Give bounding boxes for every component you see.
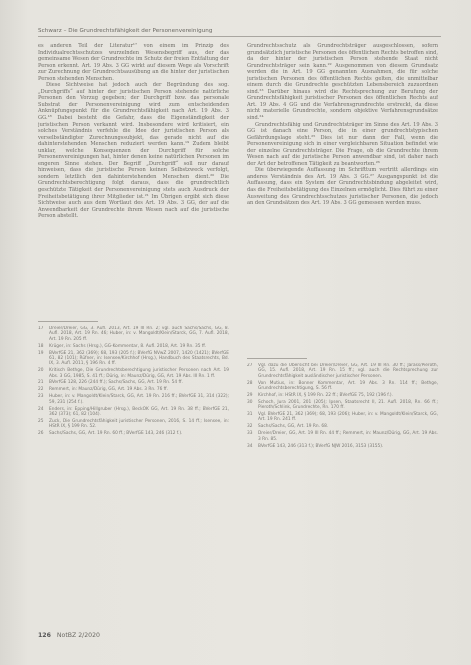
footnote-text: Huber, in: v. Mangoldt/Klein/Starck, GG, Art. 19 Rn. 216 ff.; BVerfGE 31, 314 (322); 59, 231 (254 f.). — [49, 394, 229, 405]
page-footer — [38, 632, 100, 639]
footnote-number: 27 — [247, 363, 253, 368]
footnote — [38, 419, 229, 430]
footnote-text: Kirchhof, in: HStR IX, § 199 Rn. 22 ff.; BVerfGE 75, 192 (196 f.). — [258, 392, 393, 398]
footnote — [38, 326, 229, 342]
footnote-number: 21 — [38, 380, 44, 386]
footnote-number: 25 — [38, 418, 44, 424]
footnote-number: 26 — [38, 431, 44, 437]
header-rule — [38, 36, 441, 37]
footnote — [38, 344, 229, 349]
footnote — [38, 431, 229, 436]
footnote-text: Dreier/Dreier, GG, 3. Aufl. 2013, Art. 19 III Rn. 2; vgl. auch Sachs/Sachs, GG, 8. Aufl. 2018, Art. 19 Rn. 46; Huber, in: v. Mangoldt/Klein/Starck, GG, 7. Aufl. 2018, Art. 19 Rn. 205 ff. — [49, 326, 229, 342]
footnote-number: 28 — [247, 380, 253, 386]
footnote — [38, 387, 229, 392]
footnote-text: Zuck, Die Grundrechtsfähigkeit juristischer Personen, 2016, S. 14 ff.; Isensee, in: HStR IX, § 199 Rn. 52. — [49, 418, 229, 430]
footnotes-left — [38, 326, 229, 626]
footnote-text: Vgl. dazu die Übersicht bei Dreier/Dreier, GG, Art. 19 III Rn. 30 ff.; Jarass/Pieroth, GG, 15. Aufl. 2018, Art. 19 Rn. 15 ff.; vgl. auch die Rechtsprechung zur Grundrechtsfähigkeit ausländischer juristischer Personen. — [258, 363, 438, 379]
running-header: Schwarz – Die Grundrechtsfähigkeit der Personenvereinigung — [38, 28, 213, 34]
footnote-text: BVerfGE 143, 246 (313 f.); BVerfG NJW 2016, 3153 (3155). — [258, 443, 384, 449]
body-paragraph: Die überwiegende Auffassung im Schrifttum vertritt allerdings ein anderes Verständnis des Art. 19 Abs. 3 GG.²⁷ Ausgangspunkt ist die Auffassung, dass ein System der Grundrechtsbindung abgeleitet wird, das die Freiheitsbetätigung des Einzelnen ermöglicht. Dies führt zu einer Ausweitung des Grundrechtsschutzes juristischer Personen, die jedoch an den Grundsätzen des Art. 19 Abs. 3 GG gemessen werden muss. — [247, 167, 438, 207]
body-paragraph: Grundrechtsschutz als Grundrechtsträger ausgeschlossen, sofern grundsätzlich juristische Personen des öffentlichen Rechts betroffen sind, da der hinter der juristischen Person stehende Staat nicht Grundrechtsträger sein kann.²² Ausgenommen von diesem Grundsatz werden die in Art. 19 GG genannten Ausnahmen, die für solche juristischen Personen des öffentlichen Rechts gelten, die unmittelbar einem durch die Grundrechte geschützten Lebensbereich zuzuordnen sind.²³ Darüber hinaus wird die Rechtsprechung zur Berufung der Grundrechtsfähigkeit juristischer Personen des öffentlichen Rechts auf Art. 19 Abs. 4 GG und die Verfahrensgrundrechte erstreckt, da diese nicht materielle Grundrechte, sondern objektive Verfahrensgrundsätze sind.²⁴ — [247, 43, 438, 122]
footnote-number: 20 — [38, 368, 44, 374]
footnote — [38, 407, 229, 418]
footnote-number: 17 — [38, 326, 44, 331]
footnote — [38, 380, 229, 385]
footnote-text: Remmert, in: Maunz/Dürig, GG, Art. 19 Abs. 3 Rn. 76 ff. — [49, 387, 168, 393]
footnote-number: 30 — [247, 399, 253, 405]
footnote — [38, 351, 229, 367]
footnote-number: 22 — [38, 387, 44, 393]
footnote-number: 23 — [38, 394, 44, 400]
footnote — [247, 393, 438, 398]
body-paragraph: es anderen Teil der Literatur¹⁷ von einem im Prinzip des Individualrechtsschutzes wurzelnden Wesensbegriff aus, der das gemeinsame Wesen der Grundrechte im Schutz der freien Entfaltung der Person erkennt. Art. 19 Abs. 3 GG wirkt auf diesem Wege als Vorschrift zur Zurechnung der Grundrechtsausübung an die hinter der juristischen Person stehenden Menschen. — [38, 43, 229, 82]
footnote-rule — [247, 358, 307, 359]
footnote-number: 24 — [38, 406, 44, 412]
footnote — [247, 381, 438, 392]
footnote — [247, 444, 438, 449]
footnote-text: Enders, in: Epping/Hillgruber (Hrsg.), BeckOK GG, Art. 19 Rn. 38 ff.; BVerfGE 21, 362 (373); 61, 82 (104). — [49, 406, 229, 417]
footnote — [247, 363, 438, 379]
footnote-text: Sachs/Sachs, GG, Art. 19 Rn. 68. — [258, 424, 329, 430]
footnote-text: Schoch, Jura 2001, 201 (205); Ipsen, Staatsrecht II, 21. Aufl. 2018, Rn. 66 ff.; Pieroth/Schlink, Grundrechte, Rn. 170 ff. — [258, 399, 438, 411]
body-column-left — [38, 43, 229, 317]
footnote-number: 34 — [247, 443, 253, 449]
footnote-text: Krüger, in: Sachs (Hrsg.), GG-Kommentar, 8. Aufl. 2018, Art. 19 Rn. 35 ff. — [49, 343, 207, 349]
footnote — [247, 424, 438, 429]
footnote-number: 18 — [38, 343, 44, 349]
footnote-number: 33 — [247, 431, 253, 437]
footnote — [247, 400, 438, 411]
footnote-number: 19 — [38, 350, 44, 356]
body-column-right — [247, 43, 438, 353]
footnote-text: Von Mutius, in: Bonner Kommentar, Art. 19 Abs. 3 Rn. 114 ff.; Bethge, Grundrechtsberechtigung, S. 56 ff. — [258, 380, 438, 391]
footnote-number: 32 — [247, 424, 253, 430]
footnote-number: 31 — [247, 412, 253, 418]
footnote-text: Kritisch Bethge, Die Grundrechtsberechtigung juristischer Personen nach Art. 19 Abs. 3 GG, 1985, S. 41 ff.; Dürig, in: Maunz/Dürig, GG, Art. 19 Abs. III Rn. 1 ff. — [49, 368, 229, 379]
footnote-text: BVerfGE 128, 226 (244 ff.); Sachs/Sachs, GG, Art. 19 Rn. 54 ff. — [49, 380, 183, 386]
footnote-number: 29 — [247, 392, 253, 398]
footnote — [38, 368, 229, 379]
issue-label: NotBZ 2/2020 — [56, 632, 100, 639]
footnote-rule — [38, 321, 98, 322]
body-paragraph: Diese Sichtweise hat jedoch auch der Begründung des sog. „Durchgriffs“ auf hinter der juristischen Person stehende natürliche Personen den Vorzug gegeben; der Durchgriff bzw. das personale Substrat der Personenvereinigung wird zum entscheidenden Anknüpfungspunkt für die Grundrechtsfähigkeit nach Art. 19 Abs. 3 GG.¹⁸ Dabei besteht die Gefahr, dass die Eigenständigkeit der juristischen Person verkannt wird. Insbesondere wird kritisiert, ein solches Verständnis verfehle die Idee der juristischen Person als verselbständigter Zurechnungssubjekt, das gerade nicht auf die dahinterstehenden Menschen reduziert werden kann.¹⁹ Zudem bleibt unklar, welche Konsequenzen der Durchgriff für solche Personenvereinigungen hat, hinter denen keine natürlichen Personen im engeren Sinne stehen. Der Begriff „Durchgriff“ soll nur darauf hinweisen, dass die juristische Person keinen Selbstzweck verfolgt, sondern letztlich den dahinterstehenden Menschen dient.²⁰ Die Grundrechtsberechtigung folgt daraus, dass die grundrechtlich geschützte Tätigkeit der Personenvereinigung stets auch Ausdruck der Freiheitsbetätigung ihrer Mitglieder ist.²¹ Im Übrigen ergibt sich diese Sichtweise auch aus dem Wortlaut des Art. 19 Abs. 3 GG, der auf die Anwendbarkeit der Grundrechte ihrem Wesen nach auf die juristische Person abstellt. — [38, 82, 229, 220]
footnote — [38, 394, 229, 405]
footnote — [247, 431, 438, 442]
body-paragraph: Grundrechtsfähig und Grundrechtsträger im Sinne des Art. 19 Abs. 3 GG ist danach eine Person, die in einer grundrechtstypischen Gefährdungslage steht.²⁵ Dies ist nur dann der Fall, wenn die Personenvereinigung sich in einer vergleichbaren Situation befindet wie der einzelne Grundrechtsträger. Die Frage, ob die Grundrechte ihrem Wesen nach auf die juristische Person anwendbar sind, ist daher nach der Art der betroffenen Tätigkeit zu beantworten.²⁶ — [247, 121, 438, 167]
footnote-text: Dreier/Dreier, GG, Art. 19 III Rn. 44 ff.; Remmert, in: Maunz/Dürig, GG, Art. 19 Abs. 3 Rn. 85. — [258, 431, 438, 442]
footnote — [247, 412, 438, 423]
footnote-text: Vgl. BVerfGE 21, 362 (369); 68, 193 (206); Huber, in: v. Mangoldt/Klein/Starck, GG, Art. 19 Rn. 241 ff. — [258, 412, 438, 423]
footnote-text: BVerfGE 21, 362 (369); 68, 193 (205 f.); BVerfG NVwZ 2007, 1420 (1421); BVerfGE 61, 82 (101); Rüfner, in: Isensee/Kirchhof (Hrsg.), Handbuch des Staatsrechts, Bd. IX, 3. Aufl. 2011, § 196 Rn. 4 ff. — [49, 350, 229, 367]
footnotes-right — [247, 363, 438, 613]
page-number: 126 — [38, 632, 51, 639]
footnote-text: Sachs/Sachs, GG, Art. 19 Rn. 60 ff.; BVerfGE 143, 246 (312 f.). — [49, 431, 183, 437]
